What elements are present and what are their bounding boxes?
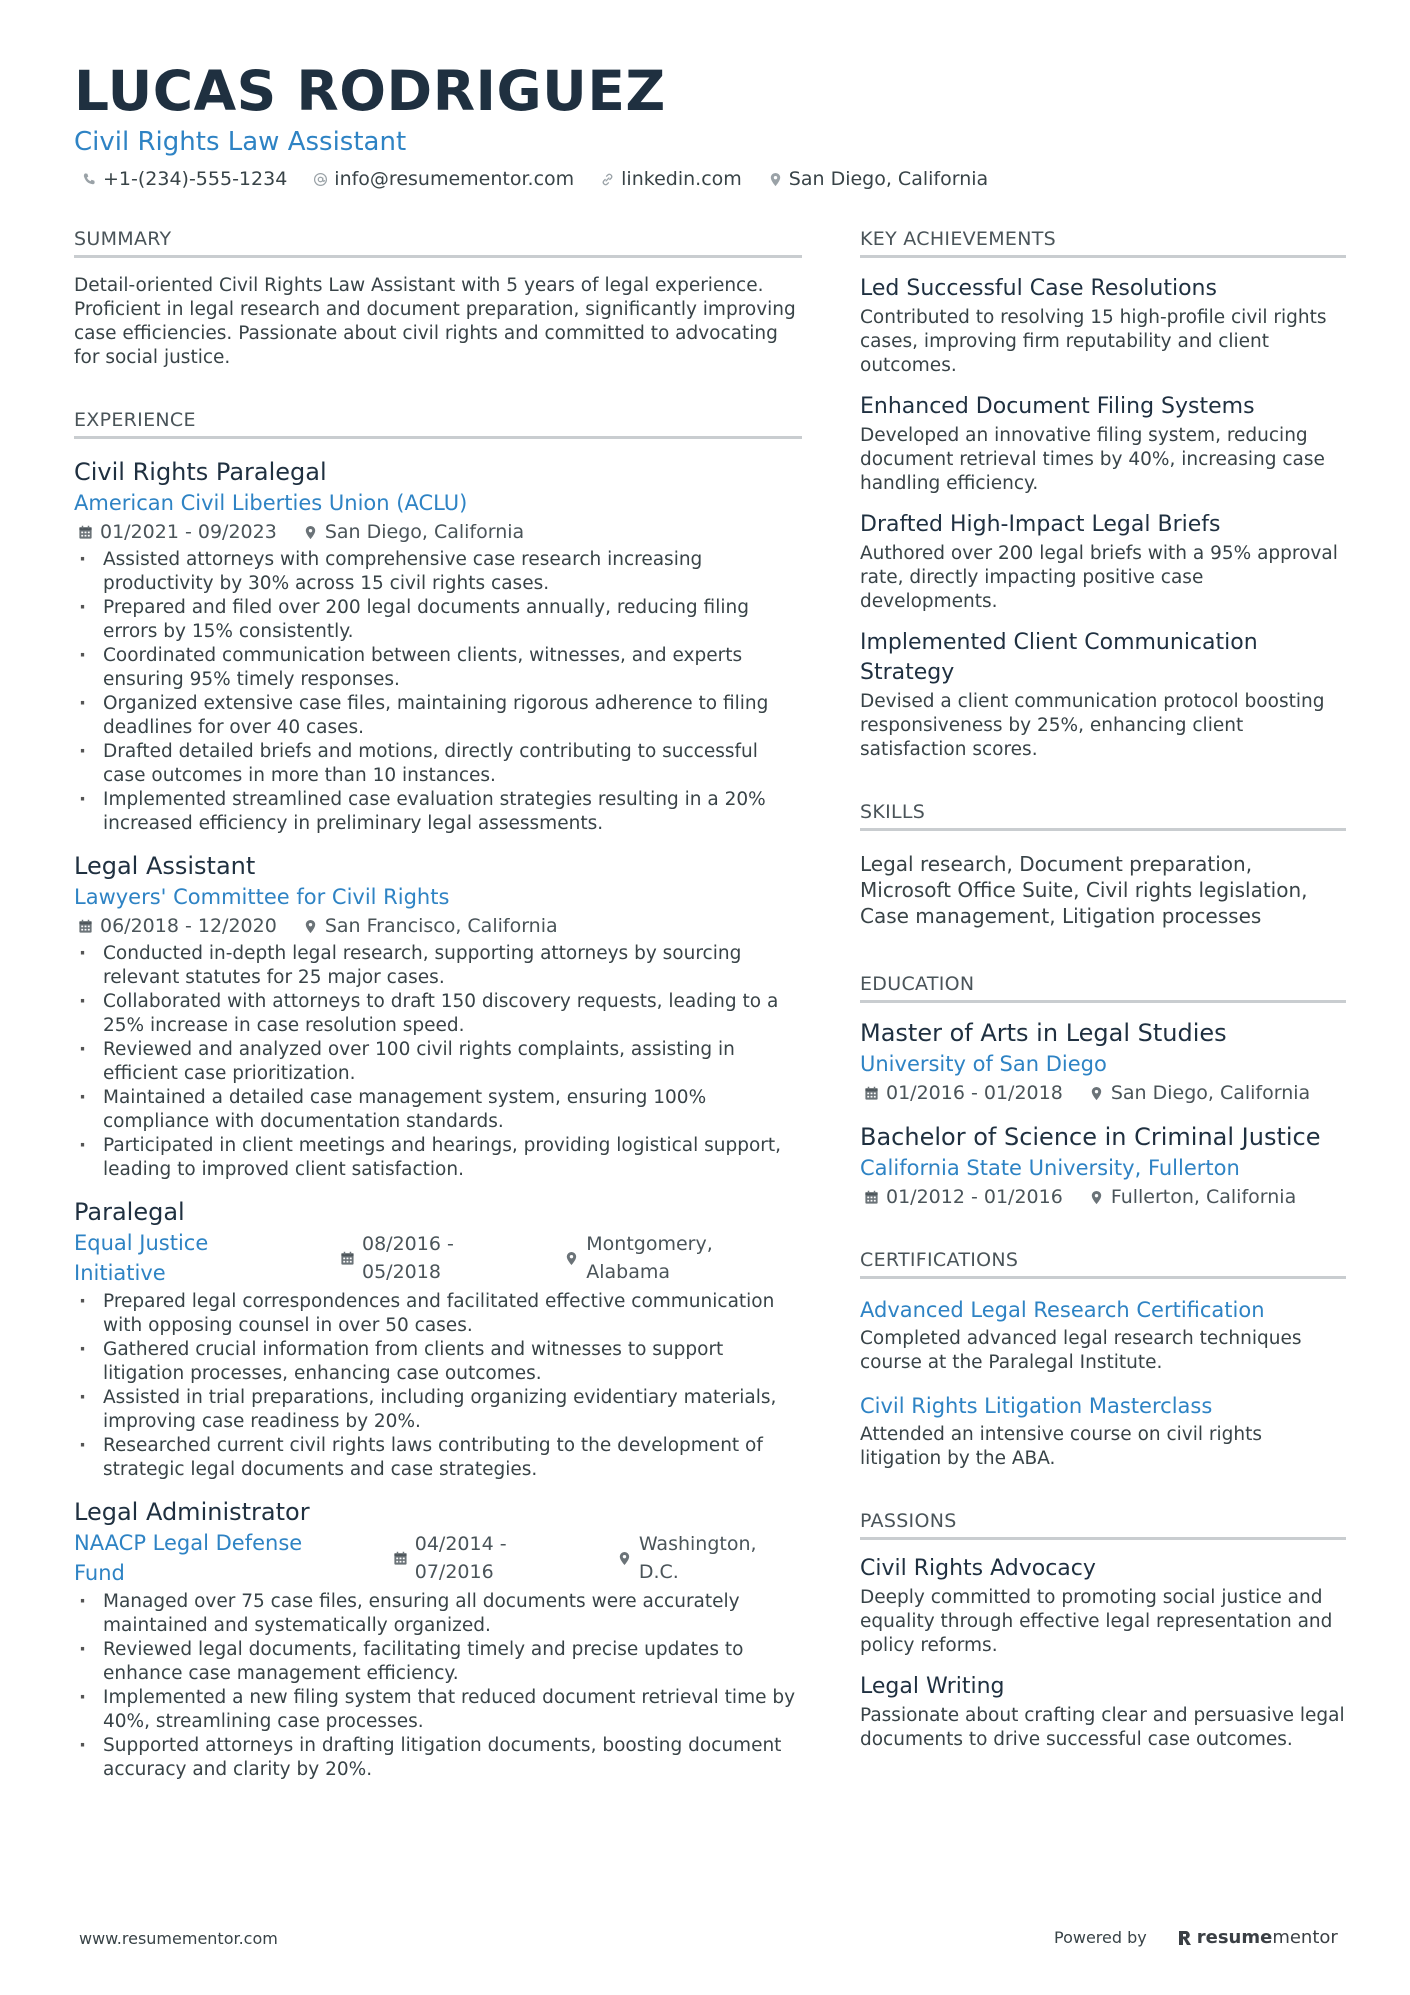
- job-title: Legal Assistant: [74, 852, 256, 880]
- achievement-desc: Developed an innovative filing system, reducing document retrieval times by 40%, increasing case handling efficiency.: [860, 425, 1325, 494]
- job-meta: [74, 1528, 802, 1588]
- bullet-item: · Reviewed legal documents, facilitating timely and precise updates to enhance case management efficiency.: [74, 1638, 802, 1686]
- education-meta: [860, 1079, 1346, 1107]
- job-dates-text: 01/2021 - 09/2023: [100, 521, 277, 543]
- contact-linkedin[interactable]: [600, 168, 742, 190]
- contact-phone: [82, 168, 287, 190]
- job-company: Lawyers' Committee for Civil Rights: [74, 885, 450, 909]
- summary-heading: SUMMARY: [74, 226, 802, 258]
- education-dates-text: 01/2016 - 01/2018: [886, 1082, 1063, 1104]
- bullet-item: · Assisted attorneys with comprehensive case research increasing productivity by 30% across 15 civil rights cases.: [74, 548, 802, 596]
- calendar-icon: [393, 1551, 408, 1566]
- right-column: [860, 226, 1346, 1752]
- job-title: Civil Rights Paralegal: [74, 458, 327, 486]
- link-icon: [600, 172, 615, 187]
- contact-bar: [82, 168, 1014, 190]
- experience-item: [74, 850, 802, 1182]
- achievement-item: [860, 510, 1346, 614]
- calendar-icon: [78, 919, 93, 934]
- pin-icon: [303, 919, 318, 934]
- education-location-text: Fullerton, California: [1110, 1186, 1297, 1208]
- candidate-title: Civil Rights Law Assistant: [74, 127, 407, 157]
- passions-heading: PASSIONS: [860, 1508, 1346, 1540]
- job-dates-text: 08/2016 - 05/2018: [361, 1233, 454, 1283]
- job-location-text: Montgomery, Alabama: [586, 1233, 713, 1283]
- summary-text: Detail-oriented Civil Rights Law Assistant with 5 years of legal experience. Proficient in legal research and document preparation, significantly improving case efficiencies. Passionate about civil rights and committed to advocating for social justice.: [74, 275, 796, 368]
- bullet-item: · Drafted detailed briefs and motions, directly contributing to successful case outcomes in more than 10 instances.: [74, 740, 802, 788]
- achievement-title: Led Successful Case Resolutions: [860, 276, 1217, 301]
- bullet-item: · Participated in client meetings and hearings, providing logistical support, leading to improved client satisfaction.: [74, 1134, 802, 1182]
- pin-icon: [768, 172, 783, 187]
- bullet-item: · Researched current civil rights laws contributing to the development of strategic legal documents and case strategies.: [74, 1434, 802, 1482]
- certification-item: [860, 1391, 1346, 1471]
- passion-title: Legal Writing: [860, 1674, 1005, 1699]
- achievement-desc: Authored over 200 legal briefs with a 95% approval rate, directly impacting positive case developments.: [860, 543, 1338, 612]
- job-location: [613, 1530, 802, 1586]
- at-icon: [313, 172, 328, 187]
- left-column: [74, 226, 802, 1782]
- education-meta: [860, 1183, 1346, 1211]
- bullet-item: · Maintained a detailed case management system, ensuring 100% compliance with documentation standards.: [74, 1086, 802, 1134]
- job-title: Legal Administrator: [74, 1498, 310, 1526]
- calendar-icon: [864, 1190, 879, 1205]
- achievement-desc: Contributed to resolving 15 high-profile civil rights cases, improving firm reputability and client outcomes.: [860, 307, 1327, 376]
- certification-desc: Attended an intensive course on civil rights litigation by the ABA.: [860, 1424, 1263, 1469]
- job-company: NAACP Legal Defense Fund: [74, 1531, 303, 1585]
- brand-logo[interactable]: [1177, 1927, 1338, 1948]
- bullet-item: · Implemented a new filing system that reduced document retrieval time by 40%, streamlining case processes.: [74, 1686, 802, 1734]
- bullet-item: · Conducted in-depth legal research, supporting attorneys by sourcing relevant statutes for 25 major cases.: [74, 942, 802, 990]
- job-title: Paralegal: [74, 1198, 185, 1226]
- pin-icon: [1089, 1190, 1104, 1205]
- job-bullets: [74, 1590, 802, 1782]
- bullet-item: · Organized extensive case files, maintaining rigorous adherence to filing deadlines for over 40 cases.: [74, 692, 802, 740]
- achievement-item: [860, 628, 1346, 762]
- job-location-text: Washington, D.C.: [638, 1533, 757, 1583]
- education-degree: Bachelor of Science in Criminal Justice: [860, 1123, 1321, 1151]
- skills-heading: SKILLS: [860, 799, 1346, 831]
- job-dates: [74, 518, 277, 546]
- bullet-item: · Implemented streamlined case evaluation strategies resulting in a 20% increased efficiency in preliminary legal assessments.: [74, 788, 802, 836]
- education-degree: Master of Arts in Legal Studies: [860, 1019, 1227, 1047]
- passion-item: [860, 1672, 1346, 1752]
- job-bullets: [74, 1290, 802, 1482]
- job-dates-text: 06/2018 - 12/2020: [100, 915, 277, 937]
- education-item: [860, 1121, 1346, 1211]
- job-dates: [74, 912, 277, 940]
- bullet-item: · Collaborated with attorneys to draft 150 discovery requests, leading to a 25% increase in case resolution speed.: [74, 990, 802, 1038]
- brand-name-bold: resume: [1196, 1927, 1273, 1948]
- job-location: [299, 912, 558, 940]
- education-dates: [860, 1079, 1063, 1107]
- candidate-name: LUCAS RODRIGUEZ: [74, 59, 666, 123]
- achievement-title: Implemented Client Communication Strategy: [860, 630, 1258, 685]
- education-school: University of San Diego: [860, 1052, 1107, 1076]
- passion-desc: Deeply committed to promoting social justice and equality through effective legal representation and policy reforms.: [860, 1587, 1333, 1656]
- certifications-heading: CERTIFICATIONS: [860, 1247, 1346, 1279]
- phone-icon: [82, 172, 97, 187]
- achievement-title: Enhanced Document Filing Systems: [860, 394, 1255, 419]
- bullet-item: · Coordinated communication between clients, witnesses, and experts ensuring 95% timely responses.: [74, 644, 802, 692]
- experience-heading: EXPERIENCE: [74, 407, 802, 439]
- footer-branding: [1054, 1927, 1338, 1948]
- location-text: San Diego, California: [788, 168, 989, 190]
- job-dates-text: 04/2014 - 07/2016: [414, 1533, 507, 1583]
- pin-icon: [617, 1551, 632, 1566]
- job-meta: [74, 518, 802, 546]
- calendar-icon: [78, 525, 93, 540]
- passion-title: Civil Rights Advocacy: [860, 1556, 1096, 1581]
- achievement-title: Drafted High-Impact Legal Briefs: [860, 512, 1221, 537]
- education-location: [1085, 1183, 1296, 1211]
- contact-location: [768, 168, 988, 190]
- bullet-item: · Prepared legal correspondences and facilitated effective communication with opposing counsel in over 50 cases.: [74, 1290, 802, 1338]
- pin-icon: [303, 525, 318, 540]
- skills-text: Legal research, Document preparation, Microsoft Office Suite, Civil rights legislation, Case management, Litigation processes: [860, 852, 1308, 928]
- job-location-text: San Francisco, California: [324, 915, 558, 937]
- passion-item: [860, 1554, 1346, 1658]
- footer-website[interactable]: www.resumementor.com: [79, 1929, 278, 1948]
- linkedin-text: linkedin.com: [621, 168, 742, 190]
- job-dates: [389, 1530, 591, 1586]
- resumementor-logo-icon: [1177, 1929, 1193, 1947]
- pin-icon: [564, 1251, 579, 1266]
- achievements-heading: KEY ACHIEVEMENTS: [860, 226, 1346, 258]
- bullet-item: · Supported attorneys in drafting litigation documents, boosting document accuracy and clarity by 20%.: [74, 1734, 802, 1782]
- experience-item: [74, 1496, 802, 1782]
- bullet-item: · Assisted in trial preparations, including organizing evidentiary materials, improving case readiness by 20%.: [74, 1386, 802, 1434]
- achievement-desc: Devised a client communication protocol boosting responsiveness by 25%, enhancing client satisfaction scores.: [860, 691, 1325, 760]
- education-school: California State University, Fullerton: [860, 1156, 1240, 1180]
- passion-desc: Passionate about crafting clear and persuasive legal documents to drive successful case outcomes.: [860, 1705, 1345, 1750]
- education-dates-text: 01/2012 - 01/2016: [886, 1186, 1063, 1208]
- calendar-icon: [340, 1251, 355, 1266]
- pin-icon: [1089, 1086, 1104, 1101]
- job-bullets: [74, 942, 802, 1182]
- education-dates: [860, 1183, 1063, 1211]
- job-dates: [336, 1230, 538, 1286]
- experience-item: [74, 456, 802, 836]
- bullet-item: · Prepared and filed over 200 legal documents annually, reducing filing errors by 15% consistently.: [74, 596, 802, 644]
- job-meta: [74, 912, 802, 940]
- job-company: American Civil Liberties Union (ACLU): [74, 491, 468, 515]
- job-bullets: [74, 548, 802, 836]
- bullet-item: · Reviewed and analyzed over 100 civil rights complaints, assisting in efficient case prioritization.: [74, 1038, 802, 1086]
- experience-item: [74, 1196, 802, 1482]
- job-location: [299, 518, 524, 546]
- resume-header: [74, 58, 666, 158]
- job-meta: [74, 1228, 802, 1288]
- achievement-item: [860, 274, 1346, 378]
- certification-desc: Completed advanced legal research techniques course at the Paralegal Institute.: [860, 1328, 1302, 1373]
- contact-email[interactable]: [313, 168, 574, 190]
- bullet-item: · Managed over 75 case files, ensuring all documents were accurately maintained and systematically organized.: [74, 1590, 802, 1638]
- calendar-icon: [864, 1086, 879, 1101]
- education-location: [1085, 1079, 1310, 1107]
- powered-by-label: Powered by: [1054, 1928, 1147, 1947]
- job-company: Equal Justice Initiative: [74, 1231, 209, 1285]
- achievement-item: [860, 392, 1346, 496]
- certification-title: Civil Rights Litigation Masterclass: [860, 1394, 1213, 1418]
- education-item: [860, 1017, 1346, 1107]
- bullet-item: · Gathered crucial information from clients and witnesses to support litigation processes, enhancing case outcomes.: [74, 1338, 802, 1386]
- brand-name-light: mentor: [1272, 1927, 1338, 1948]
- education-location-text: San Diego, California: [1110, 1082, 1311, 1104]
- certification-title: Advanced Legal Research Certification: [860, 1298, 1265, 1322]
- education-heading: EDUCATION: [860, 971, 1346, 1003]
- job-location-text: San Diego, California: [324, 521, 525, 543]
- email-text: info@resumementor.com: [334, 168, 575, 190]
- job-location: [560, 1230, 802, 1286]
- phone-text: +1-(234)-555-1234: [103, 168, 288, 190]
- certification-item: [860, 1295, 1346, 1375]
